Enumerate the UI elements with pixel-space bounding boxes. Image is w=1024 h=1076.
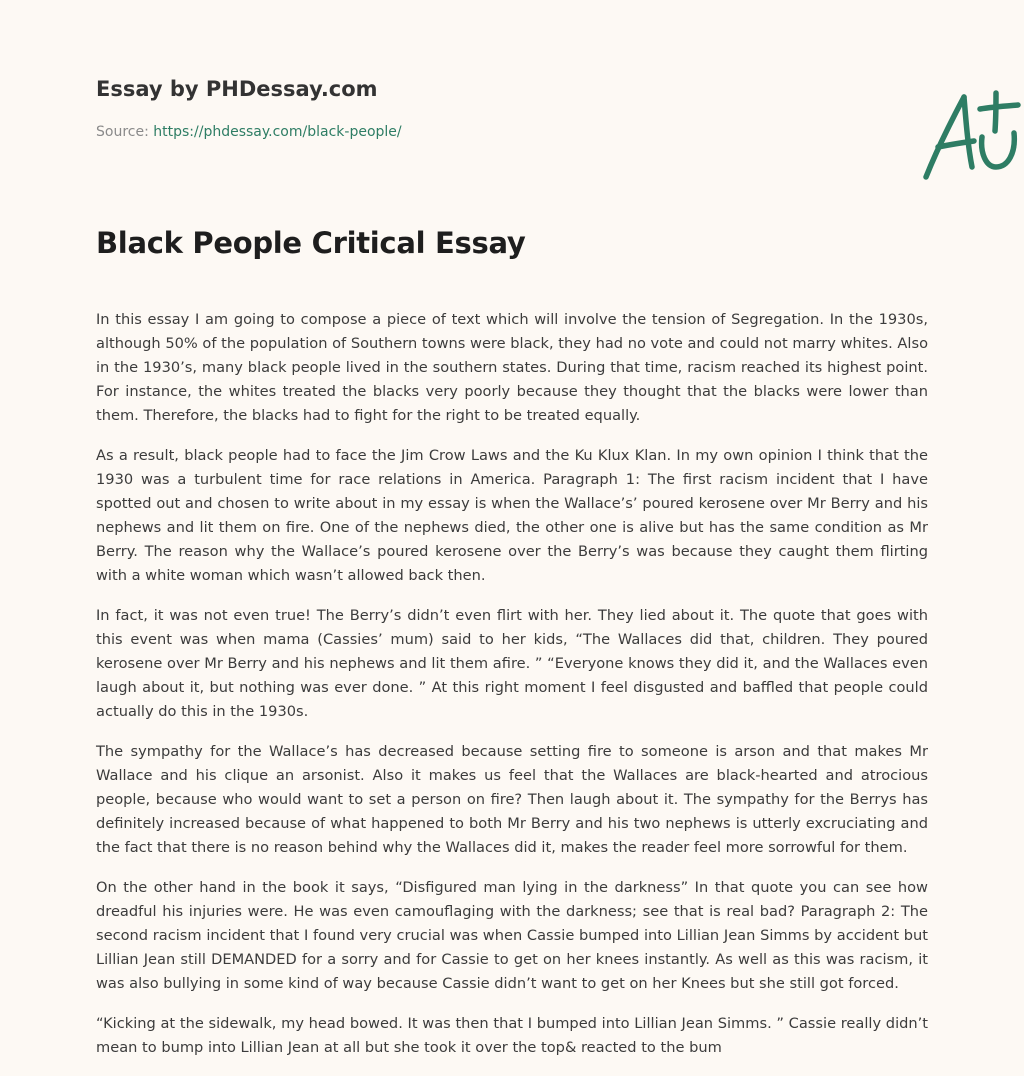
source-link[interactable]: https://phdessay.com/black-people/ (153, 124, 402, 140)
site-brand: Essay by PHDessay.com (96, 77, 378, 101)
source-line (96, 124, 402, 140)
essay-title: Black People Critical Essay (96, 226, 526, 260)
essay-paragraph: “Kicking at the sidewalk, my head bowed. It was then that I bumped into Lillian Jean Simms. ” Cassie really didn’t mean to bump into Lillian Jean at all but she took it over the top& reacted to the bum (96, 1015, 928, 1056)
essay-paragraph: On the other hand in the book it says, “Disfigured man lying in the darkness” In that quote you can see how dreadful his injuries were. He was even camouflaging with the darkness; see that is real bad? Paragraph 2: The second racism incident that I found very crucial was when Cassie bumped into Lillian Jean Simms by accident but Lillian Jean still DEMANDED for a sorry and for Cassie to get on her knees instantly. As well as this was racism, it was also bullying in some kind of way because Cassie didn’t want to get on her Knees but she still got forced. (96, 879, 928, 992)
essay-paragraph: As a result, black people had to face the Jim Crow Laws and the Ku Klux Klan. In my own opinion I think that the 1930 was a turbulent time for race relations in America. Paragraph 1: The first racism incident that I have spotted out and chosen to write about in my essay is when the Wallace’s’ poured kerosene over Mr Berry and his nephews and lit them on fire. One of the nephews died, the other one is alive but has the same condition as Mr Berry. The reason why the Wallace’s poured kerosene over the Berry’s was because they caught them flirting with a white woman which wasn’t allowed back then. (96, 447, 928, 584)
essay-paragraph: The sympathy for the Wallace’s has decreased because setting fire to someone is arson and that makes Mr Wallace and his clique an arsonist. Also it makes us feel that the Wallaces are black-hearted and atrocious people, because who would want to set a person on fire? Then laugh about it. The sympathy for the Berrys has definitely increased because of what happened to both Mr Berry and his two nephews is utterly excruciating and the fact that there is no reason behind why the Wallaces did it, makes the reader feel more sorrowful for them. (96, 743, 928, 856)
essay-body (96, 308, 928, 1076)
essay-paragraph: In this essay I am going to compose a piece of text which will involve the tension of Segregation. In the 1930s, although 50% of the population of Southern towns were black, they had no vote and could not marry whites. Also in the 1930’s, many black people lived in the southern states. During that time, racism reached its highest point. For instance, the whites treated the blacks very poorly because they thought that the blacks were lower than them. Therefore, the blacks had to fight for the right to be treated equally. (96, 311, 928, 424)
a-plus-logo-icon (916, 68, 1024, 168)
source-label: Source: (96, 124, 149, 140)
essay-paragraph: In fact, it was not even true! The Berry’s didn’t even flirt with her. They lied about it. The quote that goes with this event was when mama (Cassies’ mum) said to her kids, “The Wallaces did that, children. They poured kerosene over Mr Berry and his nephews and lit them afire. ” “Everyone knows they did it, and the Wallaces even laugh about it, but nothing was ever done. ” At this right moment I feel disgusted and baffled that people could actually do this in the 1930s. (96, 607, 928, 720)
